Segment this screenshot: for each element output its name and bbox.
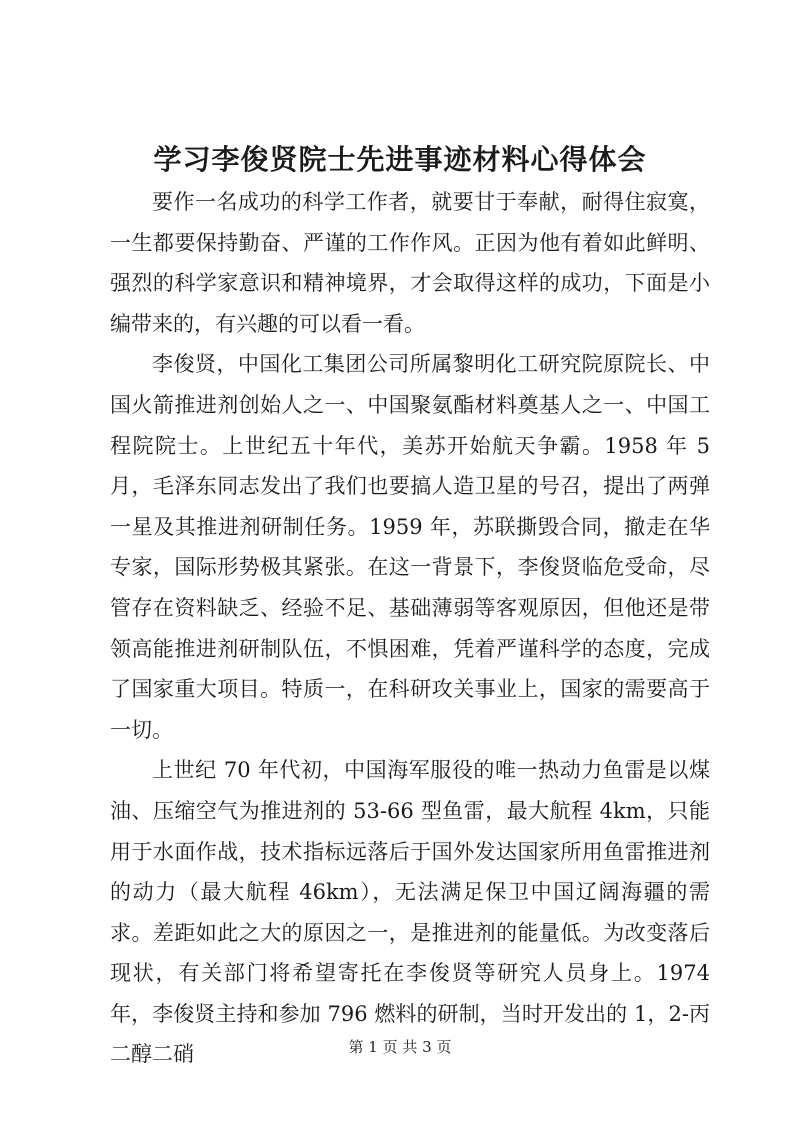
page-number-footer: 第 1 页 共 3 页 (348, 1038, 452, 1056)
document-title: 学习李俊贤院士先进事迹材料心得体会 (153, 143, 647, 176)
paragraph-intro: 要作一名成功的科学工作者，就要甘于奉献，耐得住寂寞，一生都要保持勤奋、严谨的工作作风。正因为他有着如此鲜明、强烈的科学家意识和精神境界，才会取得这样的成功，下面是小编带来的，有兴趣的可以看一看。 (110, 190, 710, 336)
paragraph-torpedo: 上世纪 70 年代初，中国海军服役的唯一热动力鱼雷是以煤油、压缩空气为推进剂的 53-66 型鱼雷，最大航程 4km，只能用于水面作战，技术指标远落后于国外发达国家所用鱼雷推进剂的动力（最大航程 46km），无法满足保卫中国辽阔海疆的需求。差距如此之大的原因之一，是推进剂的能量低。为改变落后现状，有关部门将希望寄托在李俊贤等研究人员身上。1974 年，李俊贤主持和参加 796 燃料的研制，当时开发出的 1，2-丙二醇二硝 (110, 758, 710, 1067)
paragraph-biography: 李俊贤，中国化工集团公司所属黎明化工研究院原院长、中国火箭推进剂创始人之一、中国聚氨酯材料奠基人之一、中国工程院院士。上世纪五十年代，美苏开始航天争霸。1958 年 5 月，毛泽东同志发出了我们也要搞人造卫星的号召，提出了两弹一星及其推进剂研制任务。1959 年，苏联撕毁合同，撤走在华专家，国际形势极其紧张。在这一背景下，李俊贤临危受命，尽管存在资料缺乏、经验不足、基础薄弱等客观原因，但他还是带领高能推进剂研制队伍，不惧困难，凭着严谨科学的态度，完成了国家重大项目。特质一，在科研攻关事业上，国家的需要高于一切。 (110, 352, 710, 742)
document-body (110, 182, 710, 1075)
